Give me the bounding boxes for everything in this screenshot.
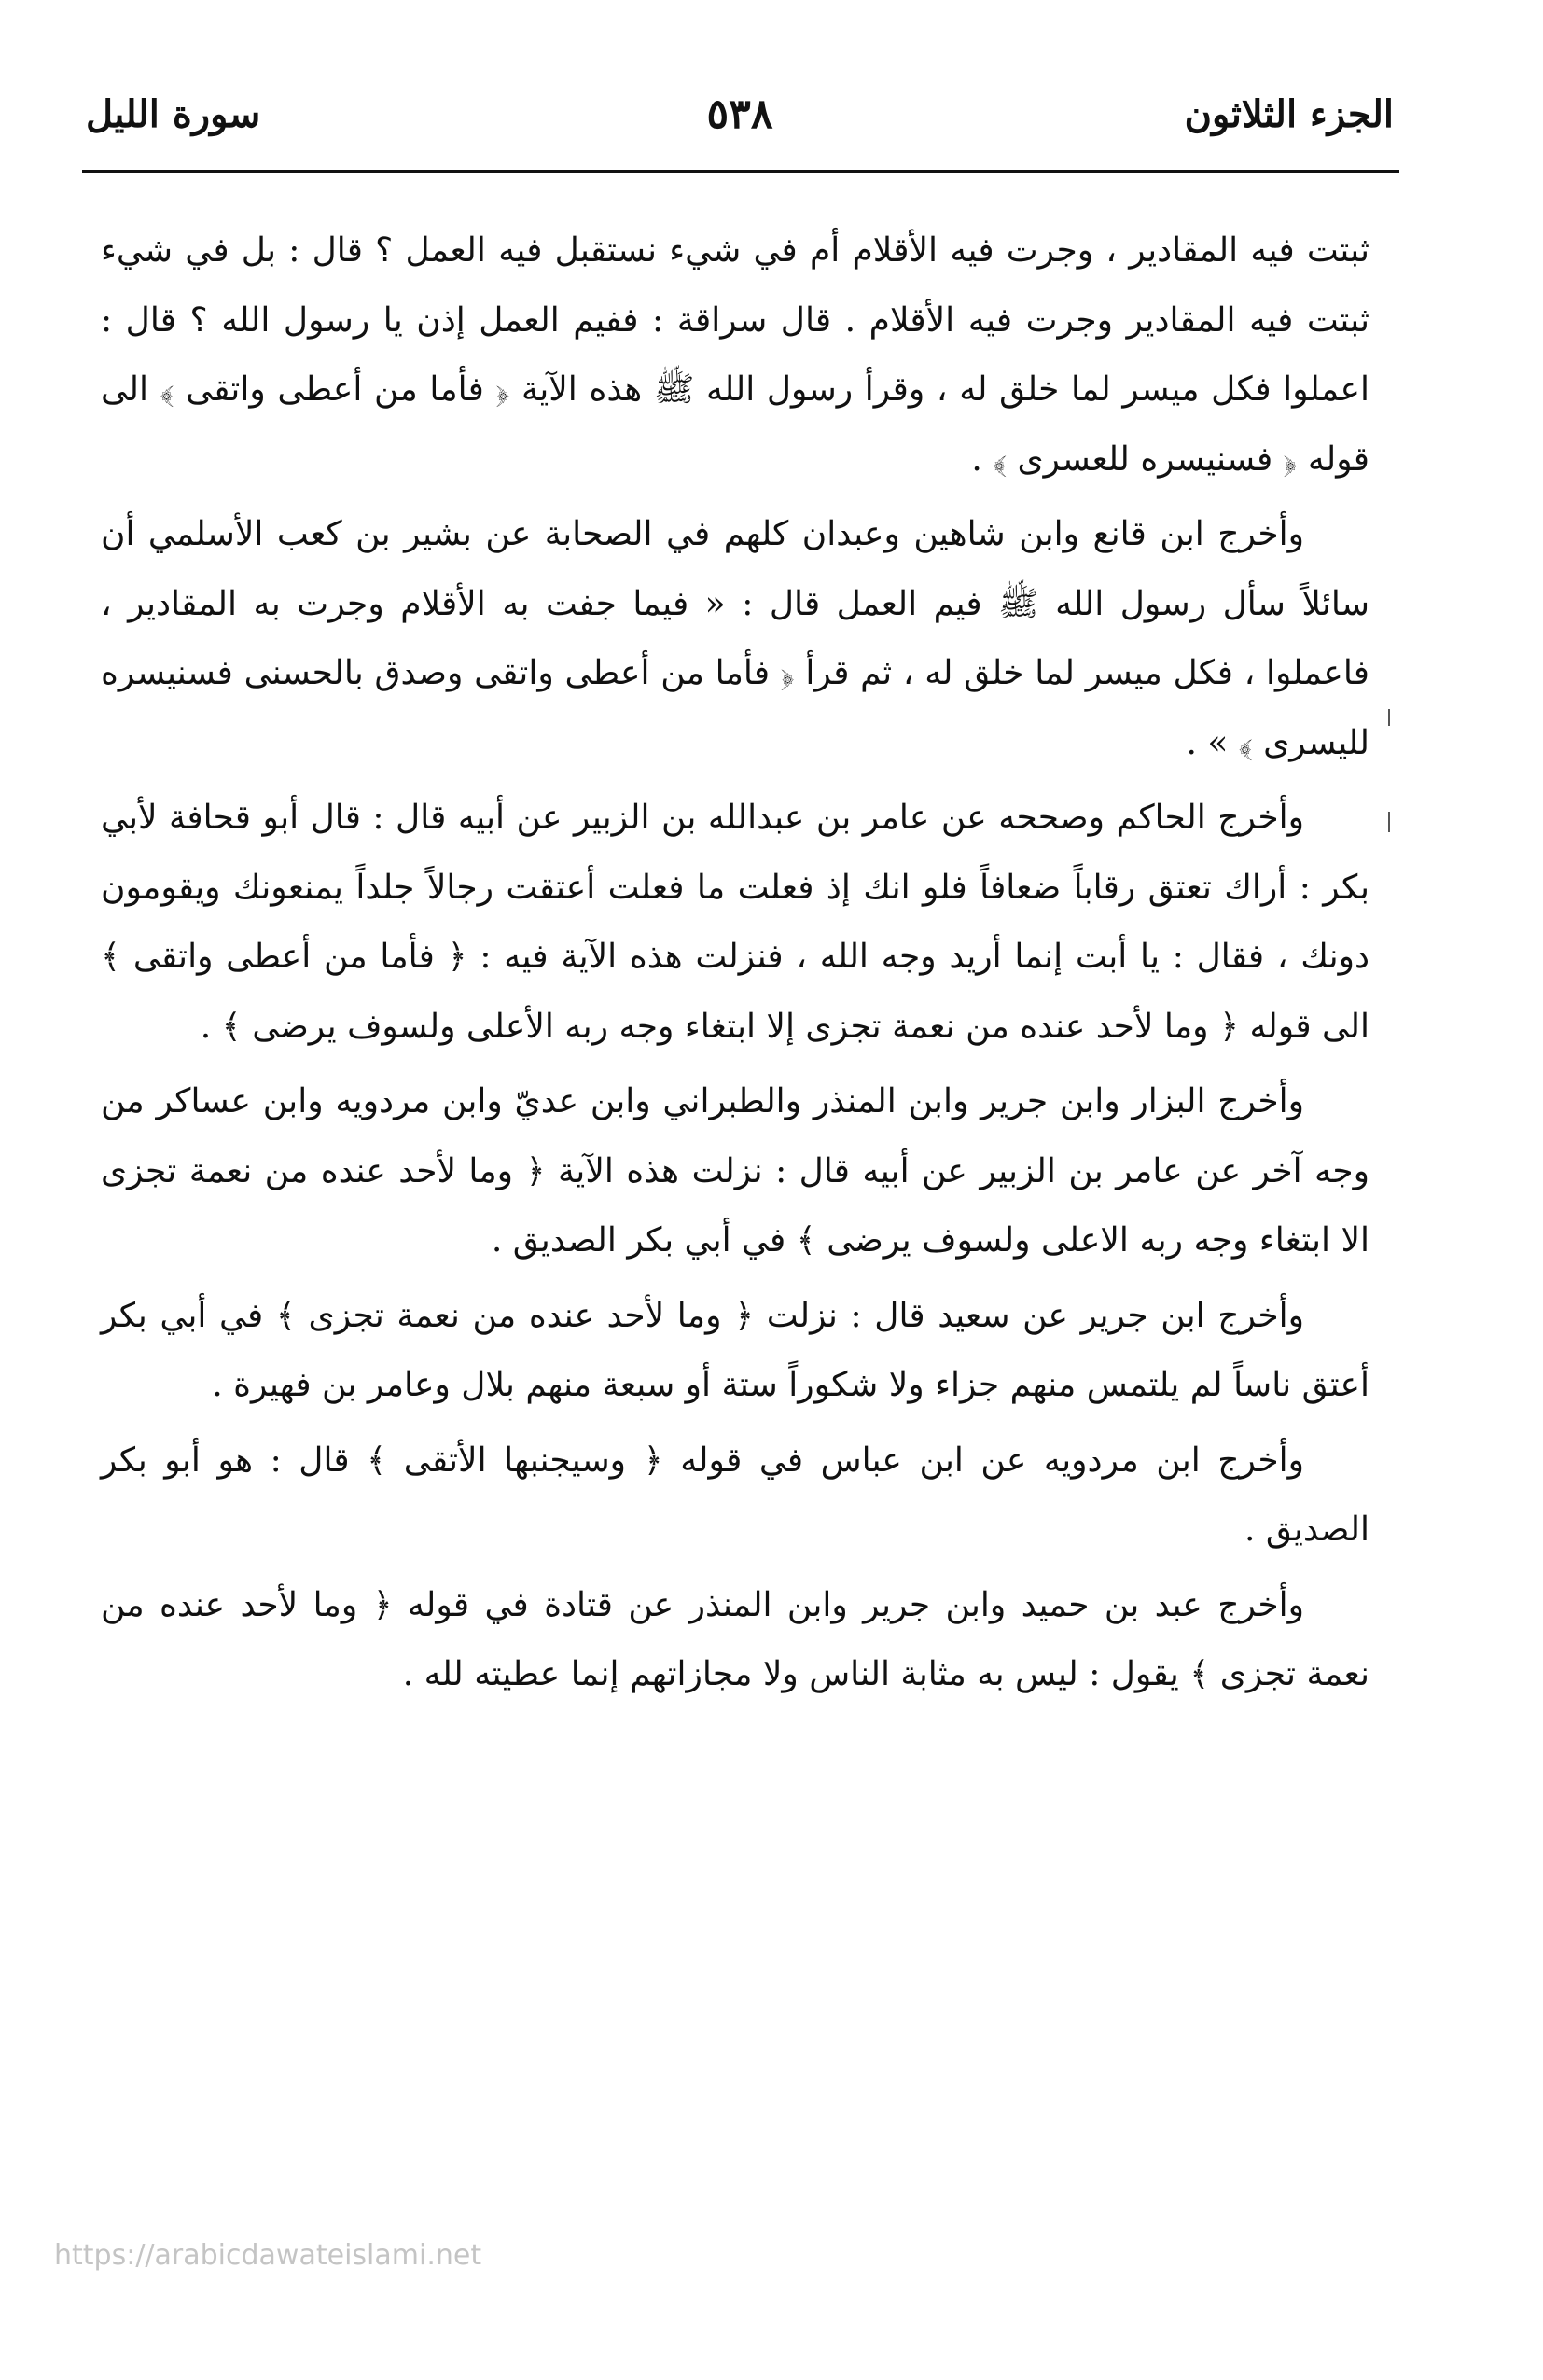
header-surah-title: سورة الليل bbox=[86, 91, 261, 136]
header-divider bbox=[82, 170, 1399, 173]
page-body bbox=[101, 216, 1369, 1716]
source-watermark: https://arabicdawateislami.net bbox=[54, 2239, 482, 2272]
header-juz-title: الجزء الثلاثون bbox=[1184, 91, 1394, 136]
paragraph-7: وأخرج عبد بن حميد وابن جرير وابن المنذر عن قتادة في قوله ﴿ وما لأحد عنده من نعمة تجزى ﴾ يقول : ليس به مثابة الناس ولا مجازاتهم إنما عطيته لله . bbox=[101, 1585, 1369, 1693]
paragraph-5: وأخرج ابن جرير عن سعيد قال : نزلت ﴿ وما لأحد عنده من نعمة تجزى ﴾ في أبي بكر أعتق ناساً لم يلتمس منهم جزاء ولا شكوراً ستة أو سبعة منهم بلال وعامر بن فهيرة . bbox=[101, 1296, 1369, 1404]
paragraph-4: وأخرج البزار وابن جرير وابن المنذر والطبراني وابن عديّ وابن مردويه وابن عساكر من وجه آخر عن عامر بن الزبير عن أبيه قال : نزلت هذه الآية ﴿ وما لأحد عنده من نعمة تجزى الا ابتغاء وجه ربه الاعلى ولسوف يرضى ﴾ في أبي بكر الصديق . bbox=[101, 1082, 1369, 1260]
page-header bbox=[86, 77, 1394, 151]
page-number: ٥٣٨ bbox=[706, 90, 773, 138]
paragraph-6: وأخرج ابن مردويه عن ابن عباس في قوله ﴿ وسيجنبها الأتقى ﴾ قال : هو أبو بكر الصديق . bbox=[101, 1441, 1369, 1549]
paragraph-1: ثبتت فيه المقادير ، وجرت فيه الأقلام أم في شيء نستقبل فيه العمل ؟ قال : بل في شيء ثبتت فيه المقادير وجرت فيه الأقلام . قال سراقة : ففيم العمل إذن يا رسول الله ؟ قال : اعملوا فكل ميسر لما خلق له ، وقرأ رسول الله ﷺ هذه الآية ﴿ فأما من أعطى واتقى ﴾ الى قوله ﴿ فسنيسره للعسرى ﴾ . bbox=[101, 231, 1369, 479]
margin-scan-mark bbox=[1388, 709, 1390, 726]
paragraph-2: وأخرج ابن قانع وابن شاهين وعبدان كلهم في الصحابة عن بشير بن كعب الأسلمي أن سائلاً سأل رسول الله ﷺ فيم العمل قال : « فيما جفت به الأقلام وجرت به المقادير ، فاعملوا ، فكل ميسر لما خلق له ، ثم قرأ ﴿ فأما من أعطى واتقى وصدق بالحسنى فسنيسره لليسرى ﴾ » . bbox=[101, 515, 1369, 762]
margin-scan-mark bbox=[1388, 812, 1390, 832]
paragraph-3: وأخرج الحاكم وصححه عن عامر بن عبدالله بن الزبير عن أبيه قال : قال أبو قحافة لأبي بكر : أراك تعتق رقاباً ضعافاً فلو انك إذ فعلت ما فعلت أعتقت رجالاً جلداً يمنعونك ويقومون دونك ، فقال : يا أبت إنما أريد وجه الله ، فنزلت هذه الآية فيه : ﴿ فأما من أعطى واتقى ﴾ الى قوله ﴿ وما لأحد عنده من نعمة تجزى إلا ابتغاء وجه ربه الأعلى ولسوف يرضى ﴾ . bbox=[101, 799, 1369, 1046]
